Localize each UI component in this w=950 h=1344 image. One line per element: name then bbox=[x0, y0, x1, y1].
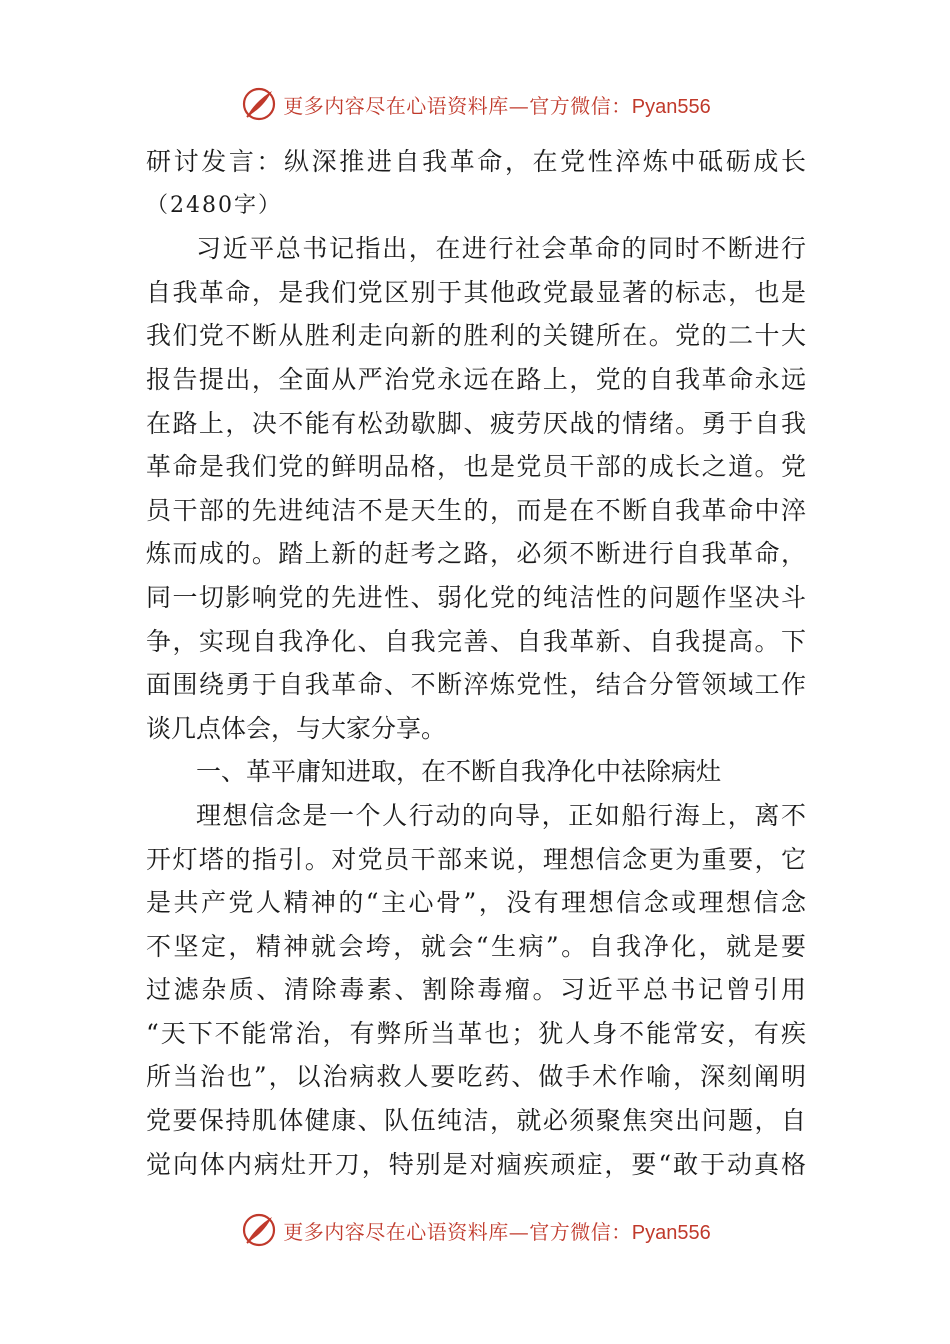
paragraph-line: 觉向体内病灶开刀，特别是对痼疾顽症，要“敢于动真格 bbox=[146, 1149, 806, 1179]
paragraph-line: 自我革命，是我们党区别于其他政党最显著的标志，也是 bbox=[146, 277, 806, 307]
watermark-header bbox=[0, 82, 950, 126]
paragraph-line: 员干部的先进纯洁不是天生的，而是在不断自我革命中淬 bbox=[146, 495, 806, 525]
paragraph-line: 我们党不断从胜利走向新的胜利的关键所在。党的二十大 bbox=[146, 321, 806, 351]
paragraph-line: 同一切影响党的先进性、弱化党的纯洁性的问题作坚决斗 bbox=[146, 582, 806, 612]
paragraph-line: 习近平总书记指出，在进行社会革命的同时不断进行 bbox=[196, 234, 806, 264]
section1-paragraph bbox=[146, 794, 806, 1186]
paragraph-line: 报告提出，全面从严治党永远在路上，党的自我革命永远 bbox=[146, 364, 806, 394]
paragraph-line: 炼而成的。踏上新的赶考之路，必须不断进行自我革命， bbox=[146, 539, 806, 569]
document-body bbox=[146, 140, 806, 1186]
paragraph-line: 谈几点体会，与大家分享。 bbox=[146, 713, 447, 743]
watermark-footer bbox=[0, 1208, 950, 1252]
paragraph-line: 开灯塔的指引。对党员干部来说，理想信念更为重要，它 bbox=[146, 844, 806, 874]
paragraph-line: “天下不能常治，有弊所当革也；犹人身不能常安，有疾 bbox=[146, 1018, 806, 1048]
quill-logo-icon bbox=[239, 1210, 279, 1250]
paragraph-line: 党要保持肌体健康、队伍纯洁，就必须聚焦突出问题，自 bbox=[146, 1106, 806, 1136]
document-title-wordcount: （2480字） bbox=[146, 192, 282, 218]
paragraph-line: 过滤杂质、清除毒素、割除毒瘤。习近平总书记曾引用 bbox=[146, 975, 806, 1005]
quill-logo-icon bbox=[239, 84, 279, 124]
paragraph-line: 不坚定，精神就会垮，就会“生病”。自我净化，就是要 bbox=[146, 931, 806, 961]
watermark-text: 更多内容尽在心语资料库—官方微信：Pyan556 bbox=[283, 1219, 711, 1244]
paragraph-line: 所当治也”，以治病救人要吃药、做手术作喻，深刻阐明 bbox=[146, 1062, 806, 1092]
paragraph-line: 争，实现自我净化、自我完善、自我革新、自我提高。下 bbox=[146, 626, 806, 656]
paragraph-line: 革命是我们党的鲜明品格，也是党员干部的成长之道。党 bbox=[146, 452, 806, 482]
watermark-text: 更多内容尽在心语资料库—官方微信：Pyan556 bbox=[283, 93, 711, 118]
paragraph-line: 是共产党人精神的“主心骨”，没有理想信念或理想信念 bbox=[146, 888, 806, 918]
paragraph-line: 理想信念是一个人行动的向导，正如船行海上，离不 bbox=[196, 800, 806, 830]
paragraph-line: 面围绕勇于自我革命、不断淬炼党性，结合分管领域工作 bbox=[146, 670, 806, 700]
section-heading: 一、革平庸知进取，在不断自我净化中祛除病灶 bbox=[196, 757, 722, 787]
paragraph-line: 在路上，决不能有松劲歇脚、疲劳厌战的情绪。勇于自我 bbox=[146, 408, 806, 438]
document-title: 研讨发言：纵深推进自我革命，在党性淬炼中砥砺成长 bbox=[146, 147, 806, 176]
intro-paragraph bbox=[146, 227, 806, 750]
